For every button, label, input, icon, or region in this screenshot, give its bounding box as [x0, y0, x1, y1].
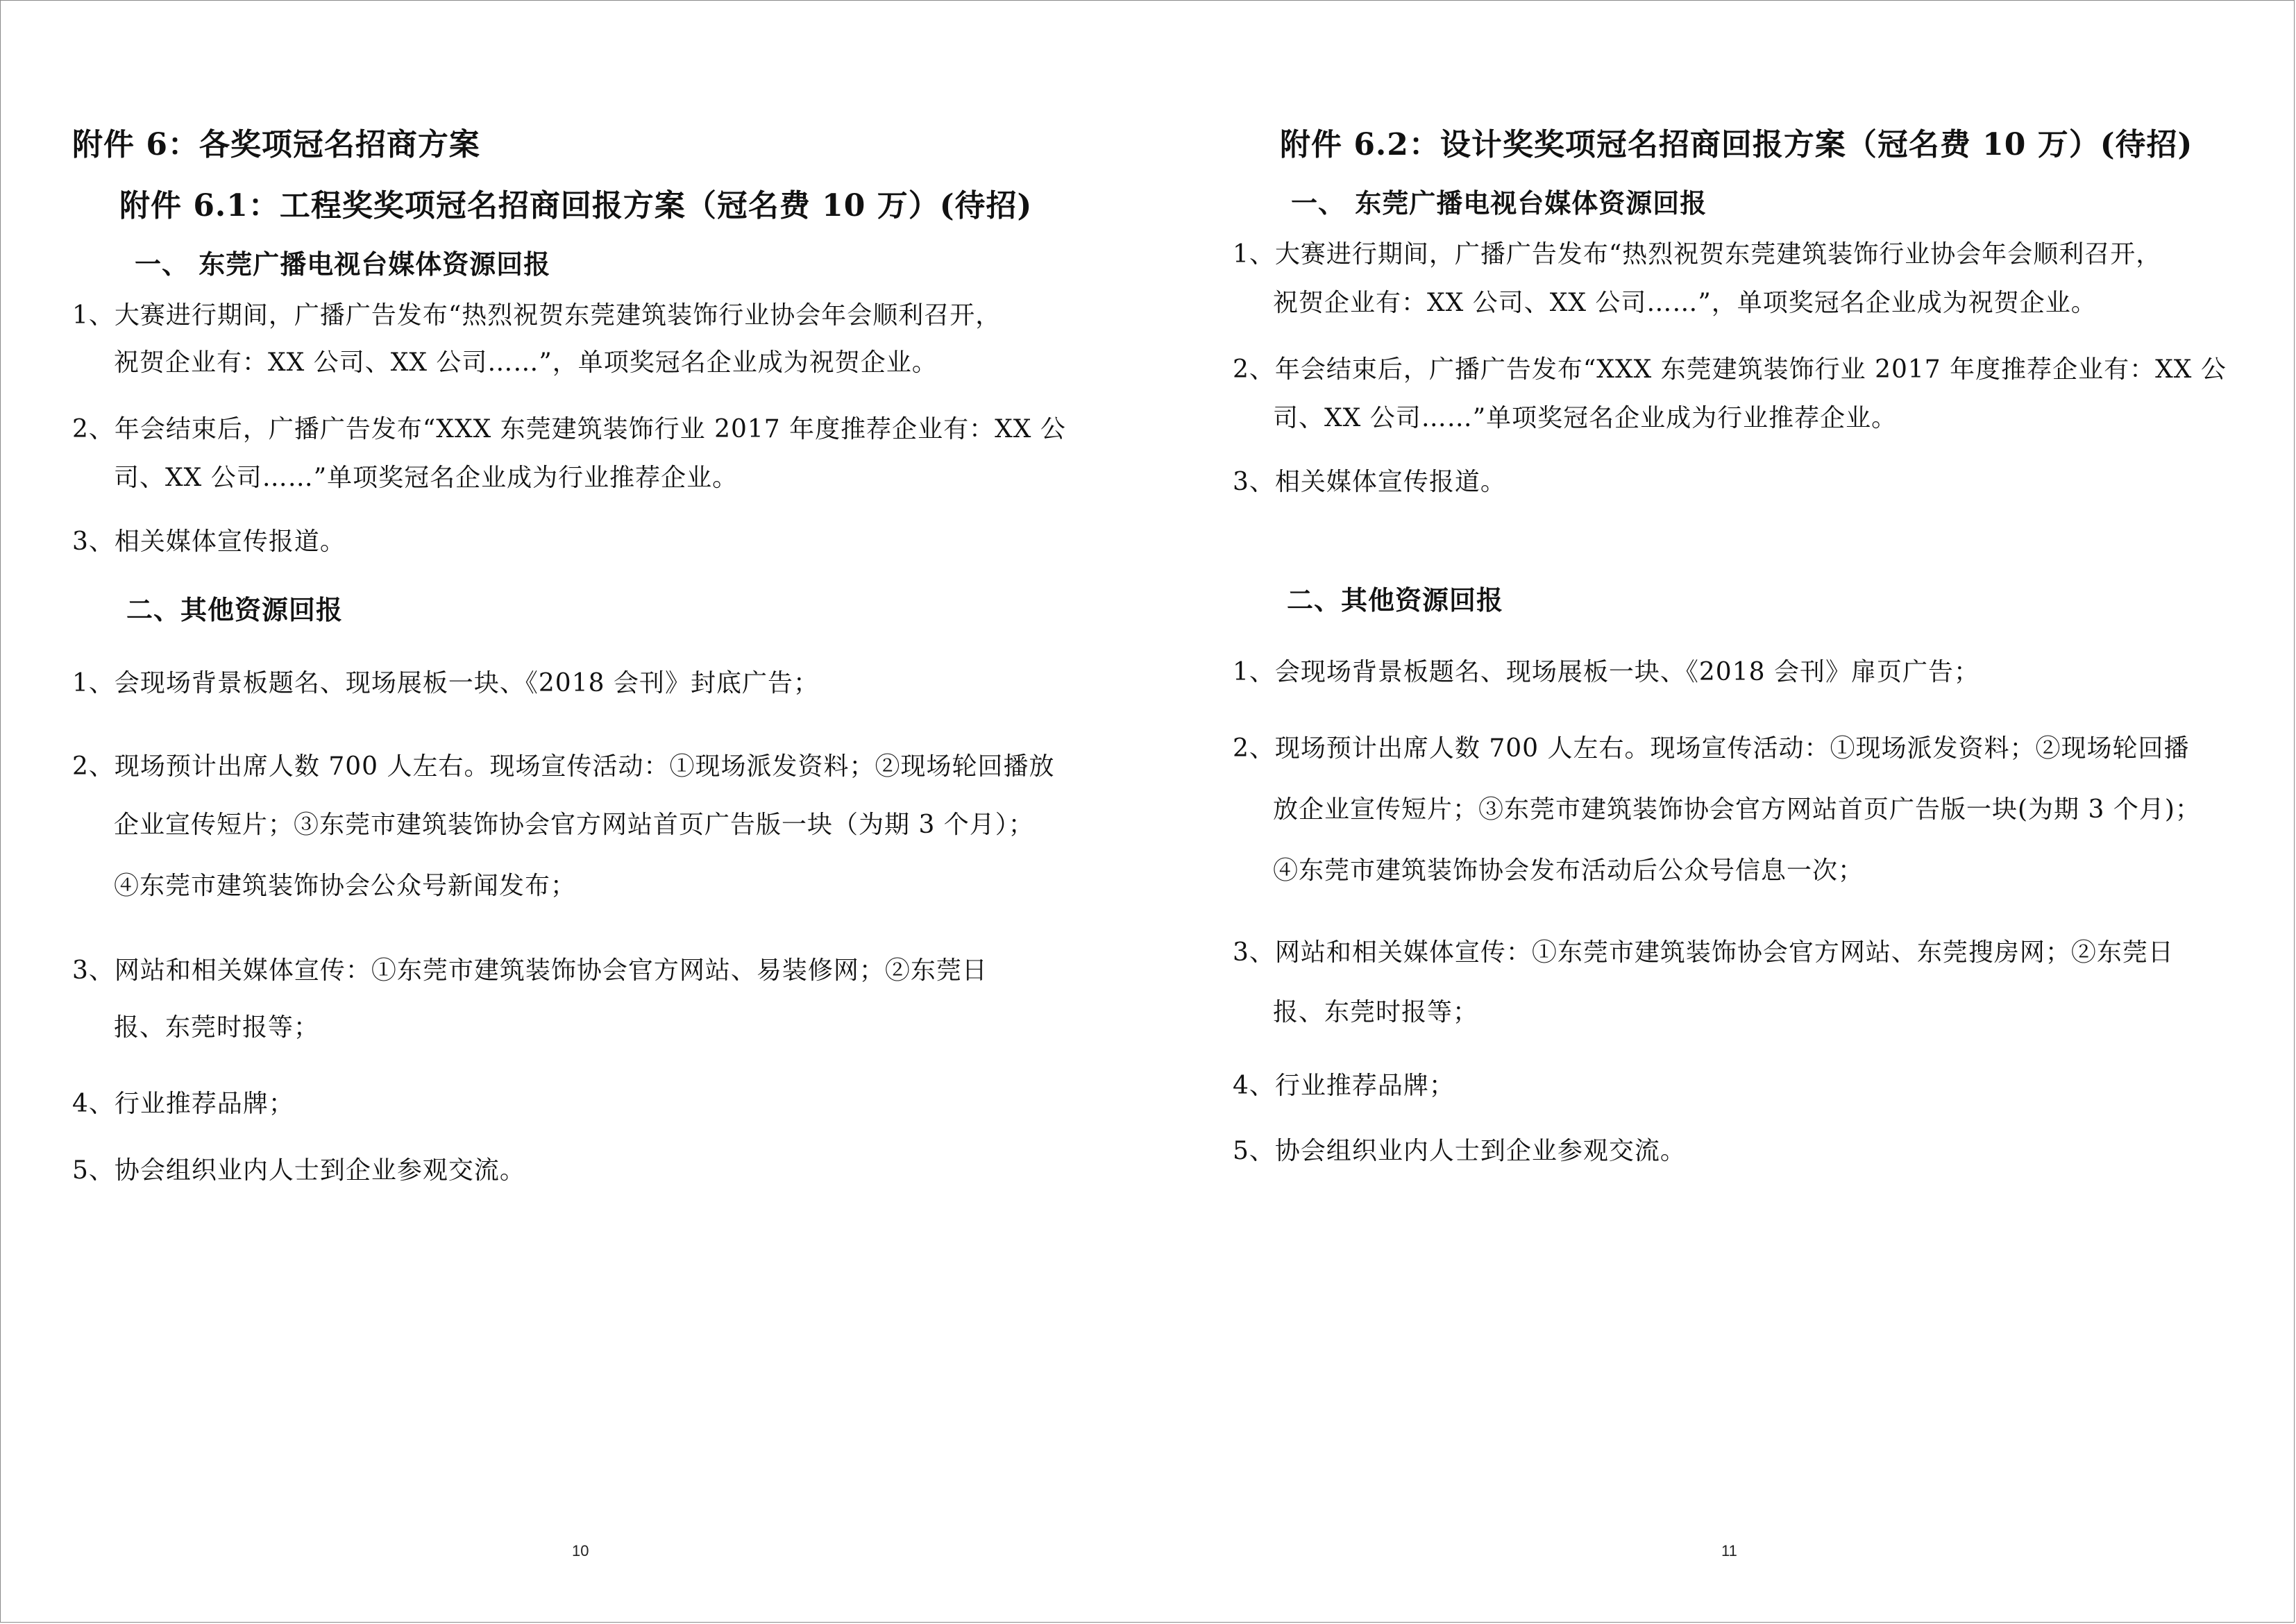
section-media-title: 一、 东莞广播电视台媒体资源回报 [1291, 187, 1707, 219]
media-item-1-line-2: 祝贺企业有：XX 公司、XX 公司……”，单项奖冠名企业成为祝贺企业。 [1273, 289, 2097, 317]
right-page [1148, 0, 2296, 1624]
media-item-1-line-2: 祝贺企业有：XX 公司、XX 公司……”，单项奖冠名企业成为祝贺企业。 [114, 348, 938, 377]
page-number: 11 [1721, 1542, 1737, 1559]
other-item-1: 1、会现场背景板题名、现场展板一块、《2018 会刊》扉页广告； [1233, 658, 1980, 686]
media-item-2-line-2: 司、XX 公司……”单项奖冠名企业成为行业推荐企业。 [1273, 404, 1898, 432]
other-item-3-line-2: 报、东莞时报等； [1273, 998, 1479, 1026]
media-item-3: 3、相关媒体宣传报道。 [1233, 468, 1506, 496]
media-item-2-line-2: 司、XX 公司……”单项奖冠名企业成为行业推荐企业。 [114, 464, 738, 492]
attachment-6-2-title: 附件 6.2：设计奖奖项冠名招商回报方案（冠名费 10 万）(待招) [1280, 127, 2193, 162]
other-item-2-line-1: 2、现场预计出席人数 700 人左右。现场宣传活动：①现场派发资料；②现场轮回播 [1233, 734, 2190, 763]
page-number: 10 [572, 1542, 589, 1559]
other-item-2-line-1: 2、现场预计出席人数 700 人左右。现场宣传活动：①现场派发资料；②现场轮回播放 [72, 752, 1055, 781]
media-item-1-line-1: 1、大赛进行期间，广播广告发布“热烈祝贺东莞建筑装饰行业协会年会顺利召开， [72, 301, 1002, 330]
media-item-1-line-1: 1、大赛进行期间，广播广告发布“热烈祝贺东莞建筑装饰行业协会年会顺利召开， [1233, 240, 2162, 269]
other-item-3-line-1: 3、网站和相关媒体宣传：①东莞市建筑装饰协会官方网站、东莞搜房网；②东莞日 [1233, 938, 2174, 967]
section-other-title: 二、其他资源回报 [126, 594, 344, 625]
other-item-5: 5、协会组织业内人士到企业参观交流。 [72, 1156, 525, 1185]
other-item-2-line-3: ④东莞市建筑装饰协会公众号新闻发布； [114, 872, 577, 900]
media-item-2-line-1: 2、年会结束后，广播广告发布“XXX 东莞建筑装饰行业 2017 年度推荐企业有：XX 公 [1233, 355, 2227, 384]
section-media-title: 一、 东莞广播电视台媒体资源回报 [135, 248, 551, 280]
other-item-4: 4、行业推荐品牌； [1233, 1072, 1455, 1100]
attachment-6-title: 附件 6：各奖项冠名招商方案 [72, 127, 480, 162]
other-item-5: 5、协会组织业内人士到企业参观交流。 [1233, 1137, 1686, 1165]
other-item-2-line-3: ④东莞市建筑装饰协会发布活动后公众号信息一次； [1273, 856, 1864, 885]
section-other-title: 二、其他资源回报 [1287, 584, 1504, 616]
other-item-1: 1、会现场背景板题名、现场展板一块、《2018 会刊》封底广告； [72, 669, 819, 697]
other-item-3-line-2: 报、东莞时报等； [114, 1013, 320, 1042]
other-item-2-line-2: 放企业宣传短片；③东莞市建筑装饰协会官方网站首页广告版一块(为期 3 个月)； [1273, 795, 2201, 824]
other-item-4: 4、行业推荐品牌； [72, 1090, 294, 1118]
media-item-3: 3、相关媒体宣传报道。 [72, 527, 346, 556]
media-item-2-line-1: 2、年会结束后，广播广告发布“XXX 东莞建筑装饰行业 2017 年度推荐企业有：XX 公 [72, 415, 1066, 443]
attachment-6-1-title: 附件 6.1：工程奖奖项冠名招商回报方案（冠名费 10 万）(待招) [119, 188, 1033, 223]
other-item-3-line-1: 3、网站和相关媒体宣传：①东莞市建筑装饰协会官方网站、易装修网；②东莞日 [72, 956, 988, 985]
other-item-2-line-2: 企业宣传短片；③东莞市建筑装饰协会官方网站首页广告版一块（为期 3 个月）； [114, 811, 1034, 839]
